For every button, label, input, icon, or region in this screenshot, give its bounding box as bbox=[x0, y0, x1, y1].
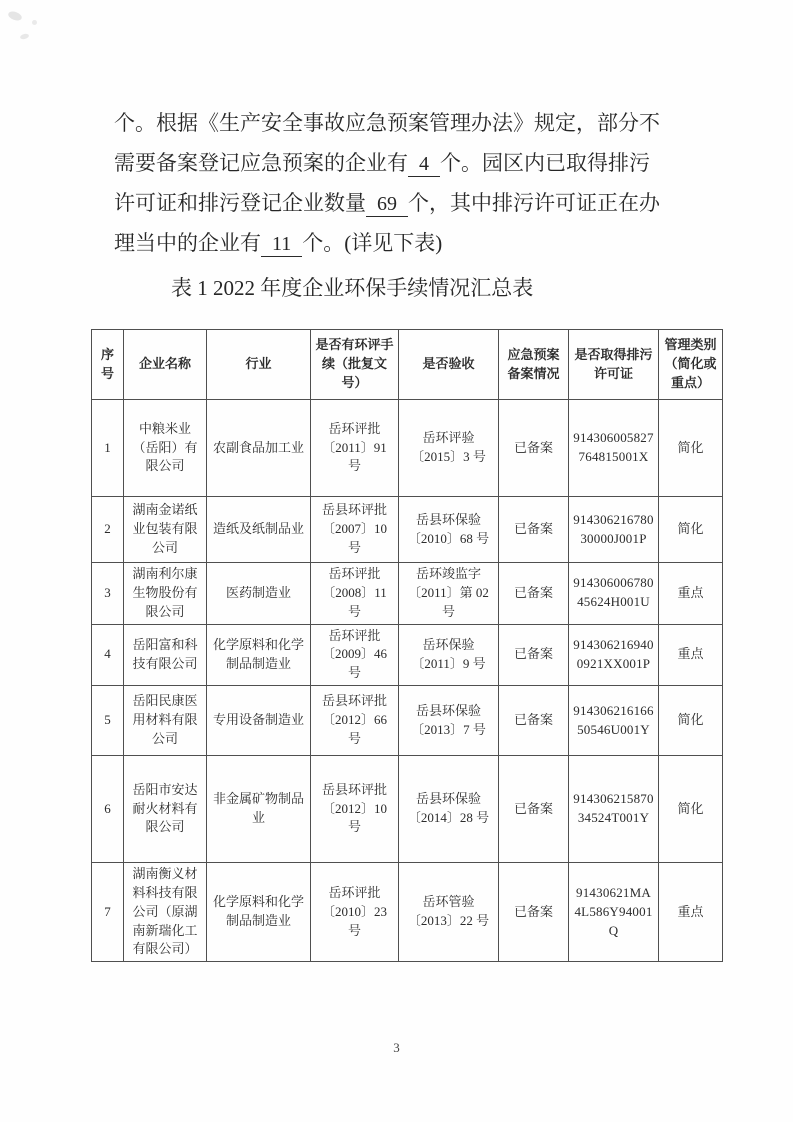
cell-eia: 岳环评批〔2008〕11 号 bbox=[311, 563, 399, 625]
cell-eia: 岳县环评批〔2012〕10 号 bbox=[311, 756, 399, 863]
column-header-company: 企业名称 bbox=[124, 330, 207, 400]
cell-permit: 914306005827764815001X bbox=[569, 400, 659, 497]
cell-permit: 91430621678030000J001P bbox=[569, 497, 659, 563]
table-row bbox=[92, 686, 723, 756]
cell-acceptance: 岳环竣监字〔2011〕第 02 号 bbox=[399, 563, 499, 625]
paragraph-line-4 bbox=[114, 223, 684, 263]
cell-acceptance: 岳县环保验〔2014〕28 号 bbox=[399, 756, 499, 863]
cell-acceptance: 岳环管验〔2013〕22 号 bbox=[399, 863, 499, 962]
table-header-row bbox=[92, 330, 723, 400]
cell-permit: 91430621616650546U001Y bbox=[569, 686, 659, 756]
table-title: 表 1 2022 年度企业环保手续情况汇总表 bbox=[171, 276, 534, 300]
count-permit-total: 69 bbox=[366, 192, 408, 217]
cell-category: 重点 bbox=[659, 563, 723, 625]
table-row bbox=[92, 563, 723, 625]
column-header-index: 序号 bbox=[92, 330, 124, 400]
column-header-eia: 是否有环评手续（批复文号） bbox=[311, 330, 399, 400]
cell-company: 湖南金诺纸业包装有限公司 bbox=[124, 497, 207, 563]
cell-plan-filing: 已备案 bbox=[499, 497, 569, 563]
cell-permit: 91430621MA4L586Y94001Q bbox=[569, 863, 659, 962]
table-row bbox=[92, 400, 723, 497]
paragraph-text: 个。(详见下表) bbox=[302, 231, 443, 255]
column-header-industry: 行业 bbox=[207, 330, 311, 400]
cell-category: 重点 bbox=[659, 624, 723, 686]
cell-no: 6 bbox=[92, 756, 124, 863]
cell-company: 岳阳民康医用材料有限公司 bbox=[124, 686, 207, 756]
paragraph-text: 需要备案登记应急预案的企业有 bbox=[114, 151, 408, 175]
cell-no: 3 bbox=[92, 563, 124, 625]
body-paragraph bbox=[114, 103, 684, 263]
table-row bbox=[92, 863, 723, 962]
cell-no: 4 bbox=[92, 624, 124, 686]
cell-category: 简化 bbox=[659, 400, 723, 497]
column-header-plan-filing: 应急预案备案情况 bbox=[499, 330, 569, 400]
paragraph-text: 理当中的企业有 bbox=[114, 231, 261, 255]
cell-plan-filing: 已备案 bbox=[499, 400, 569, 497]
cell-industry: 医药制造业 bbox=[207, 563, 311, 625]
cell-no: 1 bbox=[92, 400, 124, 497]
count-in-progress: 11 bbox=[261, 232, 302, 257]
cell-acceptance: 岳县环保验〔2010〕68 号 bbox=[399, 497, 499, 563]
cell-plan-filing: 已备案 bbox=[499, 563, 569, 625]
cell-company: 湖南衡义材料科技有限公司（原湖南新瑞化工有限公司） bbox=[124, 863, 207, 962]
cell-acceptance: 岳县环保验〔2013〕7 号 bbox=[399, 686, 499, 756]
scan-speck bbox=[20, 33, 30, 40]
cell-eia: 岳县环评批〔2012〕66 号 bbox=[311, 686, 399, 756]
cell-company: 湖南利尔康生物股份有限公司 bbox=[124, 563, 207, 625]
paragraph-text: 个。园区内已取得排污 bbox=[440, 151, 650, 175]
table-row bbox=[92, 756, 723, 863]
cell-industry: 农副食品加工业 bbox=[207, 400, 311, 497]
page-number: 3 bbox=[393, 1040, 400, 1055]
cell-category: 简化 bbox=[659, 497, 723, 563]
table-row bbox=[92, 624, 723, 686]
cell-industry: 化学原料和化学制品制造业 bbox=[207, 863, 311, 962]
paragraph-text: 个，其中排污许可证正在办 bbox=[408, 191, 660, 215]
paragraph-line-2 bbox=[114, 143, 684, 183]
cell-no: 2 bbox=[92, 497, 124, 563]
cell-no: 7 bbox=[92, 863, 124, 962]
cell-company: 岳阳市安达耐火材料有限公司 bbox=[124, 756, 207, 863]
paragraph-text: 许可证和排污登记企业数量 bbox=[114, 191, 366, 215]
cell-industry: 化学原料和化学制品制造业 bbox=[207, 624, 311, 686]
cell-category: 重点 bbox=[659, 863, 723, 962]
cell-acceptance: 岳环保验〔2011〕9 号 bbox=[399, 624, 499, 686]
cell-category: 简化 bbox=[659, 686, 723, 756]
cell-eia: 岳环评批〔2010〕23 号 bbox=[311, 863, 399, 962]
scan-speck bbox=[7, 10, 23, 22]
cell-eia: 岳环评批〔2011〕91 号 bbox=[311, 400, 399, 497]
paragraph-line-1 bbox=[114, 103, 684, 143]
cell-company: 中粮米业（岳阳）有限公司 bbox=[124, 400, 207, 497]
paragraph-text: 个。根据《生产安全事故应急预案管理办法》规定，部分不 bbox=[114, 111, 660, 135]
paragraph-line-3 bbox=[114, 183, 684, 223]
cell-acceptance: 岳环评验〔2015〕3 号 bbox=[399, 400, 499, 497]
cell-permit: 91430621587034524T001Y bbox=[569, 756, 659, 863]
cell-category: 简化 bbox=[659, 756, 723, 863]
cell-industry: 专用设备制造业 bbox=[207, 686, 311, 756]
scan-speck bbox=[32, 20, 37, 25]
env-procedures-table bbox=[91, 329, 723, 962]
cell-plan-filing: 已备案 bbox=[499, 863, 569, 962]
column-header-permit: 是否取得排污许可证 bbox=[569, 330, 659, 400]
column-header-acceptance: 是否验收 bbox=[399, 330, 499, 400]
cell-plan-filing: 已备案 bbox=[499, 686, 569, 756]
cell-company: 岳阳富和科技有限公司 bbox=[124, 624, 207, 686]
cell-industry: 造纸及纸制品业 bbox=[207, 497, 311, 563]
cell-eia: 岳环评批〔2009〕46 号 bbox=[311, 624, 399, 686]
table-row bbox=[92, 497, 723, 563]
cell-plan-filing: 已备案 bbox=[499, 756, 569, 863]
cell-no: 5 bbox=[92, 686, 124, 756]
cell-permit: 9143062169400921XX001P bbox=[569, 624, 659, 686]
cell-industry: 非金属矿物制品业 bbox=[207, 756, 311, 863]
count-no-filing-required: 4 bbox=[408, 152, 440, 177]
cell-eia: 岳县环评批〔2007〕10 号 bbox=[311, 497, 399, 563]
cell-plan-filing: 已备案 bbox=[499, 624, 569, 686]
column-header-category: 管理类别（简化或重点） bbox=[659, 330, 723, 400]
cell-permit: 91430600678045624H001U bbox=[569, 563, 659, 625]
